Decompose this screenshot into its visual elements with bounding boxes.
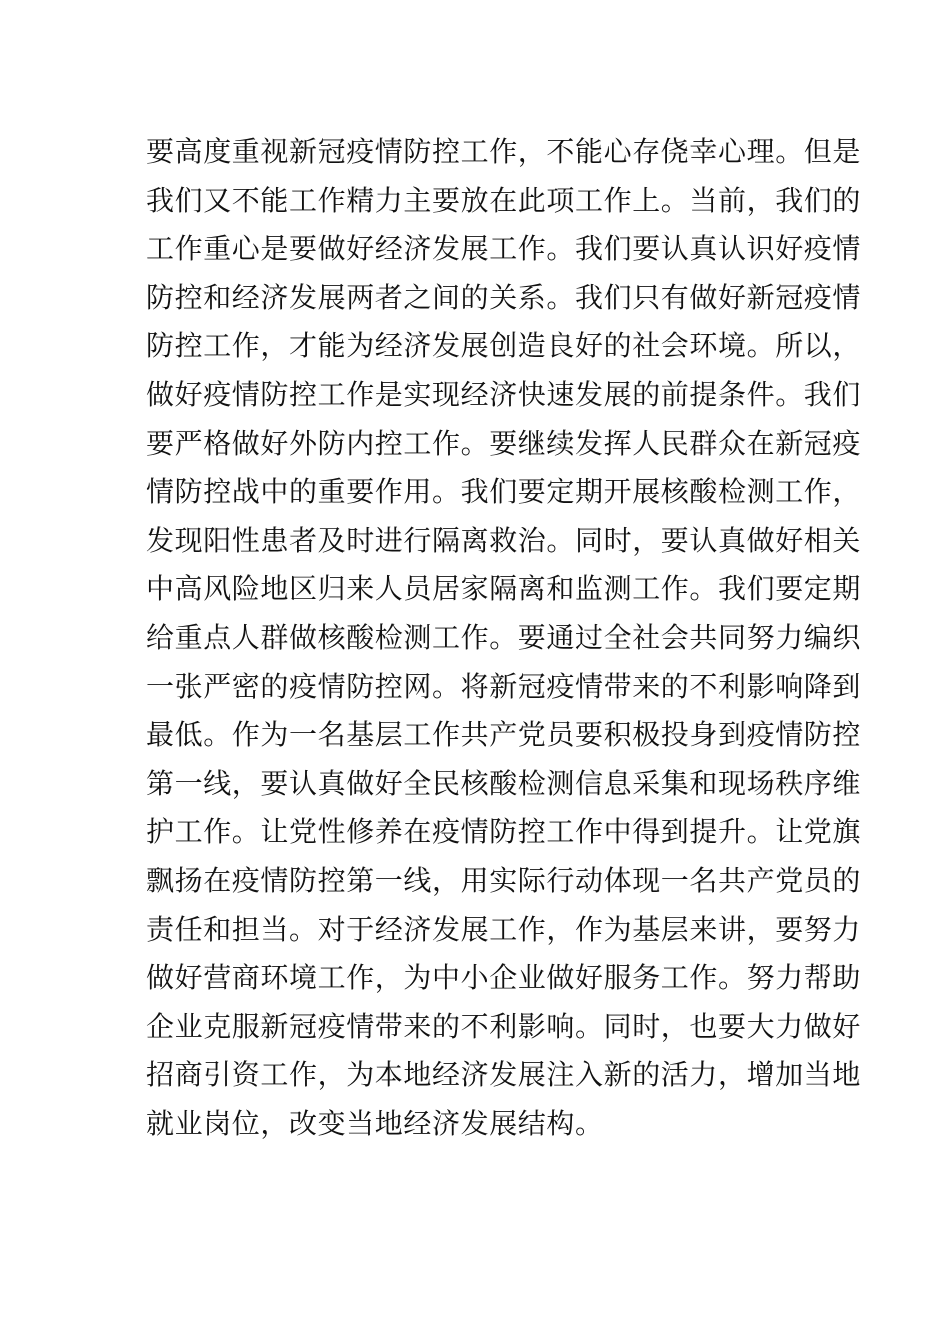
text-line-1: 要高度重视新冠疫情防控工作，不能心存侥幸心理。但是 bbox=[146, 135, 862, 168]
text-line-17: 责任和担当。对于经济发展工作，作为基层来讲，要努力 bbox=[146, 912, 862, 946]
text-line-12: 一张严密的疫情防控网。将新冠疫情带来的不利影响降到 bbox=[146, 669, 862, 703]
text-line-19: 企业克服新冠疫情带来的不利影响。同时，也要大力做好 bbox=[146, 1009, 862, 1043]
text-line-4: 防控和经济发展两者之间的关系。我们只有做好新冠疫情 bbox=[146, 280, 862, 314]
text-line-3: 工作重心是要做好经济发展工作。我们要认真认识好疫情 bbox=[146, 232, 862, 266]
text-line-10: 中高风险地区归来人员居家隔离和监测工作。我们要定期 bbox=[146, 572, 862, 606]
text-line-18: 做好营商环境工作，为中小企业做好服务工作。努力帮助 bbox=[146, 961, 862, 995]
text-line-9: 发现阳性患者及时进行隔离救治。同时，要认真做好相关 bbox=[146, 523, 862, 557]
text-line-13: 最低。作为一名基层工作共产党员要积极投身到疫情防控 bbox=[146, 718, 862, 752]
text-line-2: 我们又不能工作精力主要放在此项工作上。当前，我们的 bbox=[146, 183, 862, 217]
text-line-6: 做好疫情防控工作是实现经济快速发展的前提条件。我们 bbox=[146, 377, 862, 411]
text-line-14: 第一线，要认真做好全民核酸检测信息采集和现场秩序维 bbox=[146, 766, 862, 800]
text-line-20: 招商引资工作，为本地经济发展注入新的活力，增加当地 bbox=[146, 1058, 862, 1092]
body-paragraph bbox=[146, 128, 862, 1148]
text-line-8: 情防控战中的重要作用。我们要定期开展核酸检测工作， bbox=[146, 475, 862, 509]
text-line-5: 防控工作，才能为经济发展创造良好的社会环境。所以， bbox=[146, 329, 862, 363]
text-line-15: 护工作。让党性修养在疫情防控工作中得到提升。让党旗 bbox=[146, 815, 862, 849]
text-line-11: 给重点人群做核酸检测工作。要通过全社会共同努力编织 bbox=[146, 620, 862, 654]
text-line-21: 就业岗位，改变当地经济发展结构。 bbox=[146, 1106, 604, 1140]
text-line-16: 飘扬在疫情防控第一线，用实际行动体现一名共产党员的 bbox=[146, 863, 862, 897]
text-line-7: 要严格做好外防内控工作。要继续发挥人民群众在新冠疫 bbox=[146, 426, 862, 460]
